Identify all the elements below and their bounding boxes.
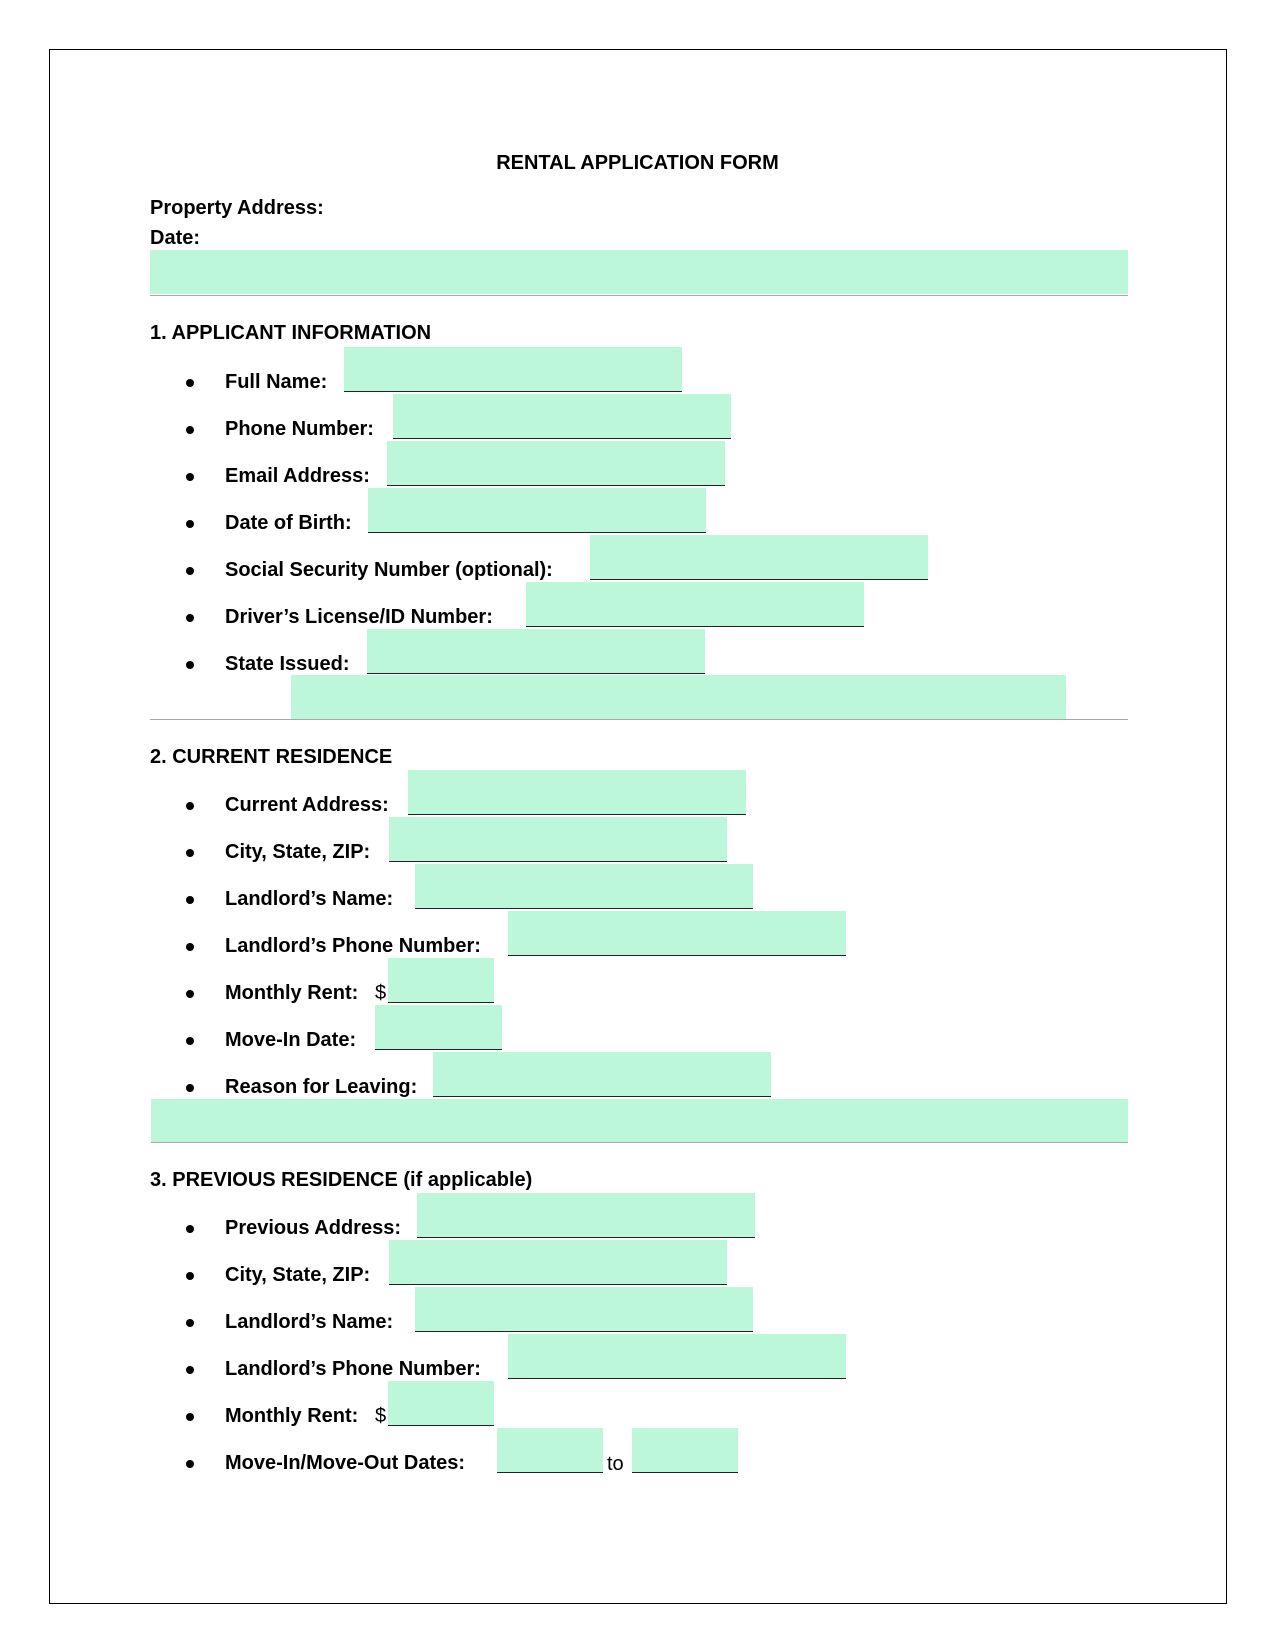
additional-field[interactable]	[291, 675, 1066, 719]
bullet-icon	[186, 896, 194, 904]
bullet-icon	[186, 567, 194, 575]
previous-landlord-phone-field[interactable]	[508, 1334, 846, 1379]
phone-number-field[interactable]	[393, 394, 731, 439]
section-divider	[150, 295, 1128, 296]
currency-symbol: $	[375, 1405, 387, 1427]
ssn-label: Social Security Number (optional):	[225, 559, 553, 581]
current-monthly-rent-label: Monthly Rent:	[225, 982, 359, 1004]
move-out-date-field[interactable]	[632, 1428, 738, 1473]
drivers-license-label: Driver’s License/ID Number:	[225, 606, 493, 628]
bullet-icon	[186, 520, 194, 528]
email-address-field[interactable]	[387, 441, 725, 486]
section-divider	[150, 719, 1128, 720]
property-date-field[interactable]	[150, 250, 1128, 294]
email-address-label: Email Address:	[225, 465, 370, 487]
previous-landlord-phone-label: Landlord’s Phone Number:	[225, 1358, 481, 1380]
phone-number-label: Phone Number:	[225, 418, 374, 440]
previous-landlord-name-field[interactable]	[415, 1287, 753, 1332]
form-title: RENTAL APPLICATION FORM	[496, 152, 779, 174]
reason-for-leaving-label: Reason for Leaving:	[225, 1076, 418, 1098]
bullet-icon	[186, 1366, 194, 1374]
move-in-out-dates-label: Move-In/Move-Out Dates:	[225, 1452, 466, 1474]
section-previous-residence-title: 3. PREVIOUS RESIDENCE (if applicable)	[150, 1169, 533, 1191]
bullet-icon	[186, 1272, 194, 1280]
bullet-icon	[186, 1413, 194, 1421]
bullet-icon	[186, 943, 194, 951]
current-address-label: Current Address:	[225, 794, 389, 816]
bullet-icon	[186, 1084, 194, 1092]
current-landlord-phone-label: Landlord’s Phone Number:	[225, 935, 481, 957]
bullet-icon	[186, 1037, 194, 1045]
date-label: Date:	[150, 227, 201, 249]
bullet-icon	[186, 426, 194, 434]
property-address-label: Property Address:	[150, 197, 324, 219]
date-of-birth-field[interactable]	[368, 488, 706, 533]
reason-for-leaving-field[interactable]	[433, 1052, 771, 1097]
previous-monthly-rent-label: Monthly Rent:	[225, 1405, 359, 1427]
previous-landlord-name-label: Landlord’s Name:	[225, 1311, 394, 1333]
date-of-birth-label: Date of Birth:	[225, 512, 352, 534]
bullet-icon	[186, 849, 194, 857]
current-landlord-phone-field[interactable]	[508, 911, 846, 956]
current-address-field[interactable]	[408, 770, 746, 815]
current-city-state-zip-label: City, State, ZIP:	[225, 841, 371, 863]
move-in-date-field[interactable]	[497, 1428, 603, 1473]
current-city-state-zip-field[interactable]	[389, 817, 727, 862]
bullet-icon	[186, 473, 194, 481]
full-name-field[interactable]	[344, 347, 682, 392]
reason-for-leaving-extra-field[interactable]	[151, 1099, 1128, 1143]
previous-address-field[interactable]	[417, 1193, 755, 1238]
bullet-icon	[186, 802, 194, 810]
bullet-icon	[186, 379, 194, 387]
drivers-license-field[interactable]	[526, 582, 864, 627]
bullet-icon	[186, 1225, 194, 1233]
state-issued-label: State Issued:	[225, 653, 350, 675]
bullet-icon	[186, 661, 194, 669]
section-current-residence-title: 2. CURRENT RESIDENCE	[150, 746, 393, 768]
ssn-field[interactable]	[590, 535, 928, 580]
section-divider	[151, 1142, 1128, 1143]
current-landlord-name-label: Landlord’s Name:	[225, 888, 394, 910]
bullet-icon	[186, 990, 194, 998]
previous-address-label: Previous Address:	[225, 1217, 401, 1239]
move-in-date-label: Move-In Date:	[225, 1029, 357, 1051]
current-landlord-name-field[interactable]	[415, 864, 753, 909]
bullet-icon	[186, 614, 194, 622]
move-in-date-field[interactable]	[375, 1005, 502, 1050]
current-monthly-rent-field[interactable]	[388, 958, 494, 1003]
section-applicant-title: 1. APPLICANT INFORMATION	[150, 322, 432, 344]
bullet-icon	[186, 1460, 194, 1468]
state-issued-field[interactable]	[367, 629, 705, 674]
previous-city-state-zip-field[interactable]	[389, 1240, 727, 1285]
currency-symbol: $	[375, 982, 387, 1004]
bullet-icon	[186, 1319, 194, 1327]
previous-city-state-zip-label: City, State, ZIP:	[225, 1264, 371, 1286]
previous-monthly-rent-field[interactable]	[388, 1381, 494, 1426]
dates-separator: to	[607, 1453, 624, 1475]
full-name-label: Full Name:	[225, 371, 328, 393]
